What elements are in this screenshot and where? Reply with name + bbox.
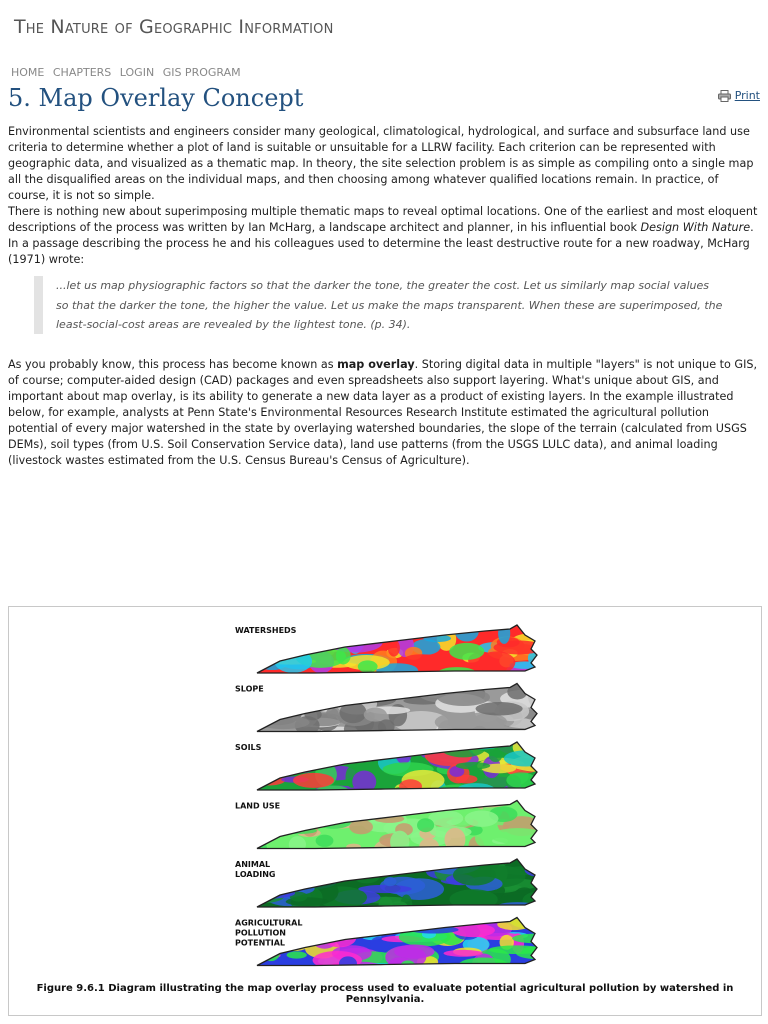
nav-home-link[interactable]: HOME (11, 66, 45, 79)
paragraph-text: As you probably know, this process has become known as (8, 358, 338, 371)
layer-label: SLOPE (235, 684, 264, 694)
paragraph-text: . Storing digital data in multiple "layers" is not unique to GIS, of course; computer-aided design (CAD) packages and even spreadsheets also support layering. What's unique about GIS, and important about map overlay, is its ability to generate a new data layer as a product of existing layers. In the example illustrated below, for example, analysts at Penn State's Environmental Resources Research Institute estimated the agricultural pollution potential of every major watershed in the state by overlaying watershed boundaries, the slope of the terrain (calculated from USGS DEMs), soil types (from U.S. Soil Conservation Service data), land use patterns (from the USGS LULC data), and animal loading (livestock wastes estimated from the U.S. Census Bureau's Census of Agriculture). (8, 358, 758, 467)
print-button[interactable] (718, 89, 760, 102)
nav-chapters-link[interactable]: CHAPTERS (52, 66, 112, 79)
paragraph-text: . In a passage describing the process he and his colleagues used to determine the least destructive route for a new roadway, McHarg (1971) wrote: (8, 221, 754, 266)
page-title: 5. Map Overlay Concept (8, 84, 304, 112)
map-layer (235, 909, 563, 977)
map-layer (235, 732, 565, 799)
intro-paragraph: Environmental scientists and engineers consider many geological, climatological, hydrological, and surface and subsurface land use criteria to determine whether a plot of land is suitable or unsuitable for a LLRW facility. Each criterion can be represented with geographic data, and visualized as a thematic map. In theory, the site selection problem is as simple as compiling onto a single map all the disqualified areas on the individual maps, and then choosing among whatever qualified locations remain. In practice, of course, it is not so simple. (8, 125, 754, 202)
map-layer (235, 791, 563, 860)
figure (8, 606, 762, 1016)
quote-text: ...let us map physiographic factors so that the darker the tone, the greater the cost. Let us similarly map social values so that the darker the tone, the higher the value. Let us make the maps transparent. When these are superimposed, the least-social-cost areas are revealed by the lightest tone. (p. 34). (56, 279, 723, 331)
print-link[interactable]: Print (734, 89, 760, 102)
map-overlay-paragraph (8, 357, 758, 469)
map-layer (230, 853, 554, 919)
layer-label: LAND USE (235, 801, 281, 811)
map-layer (235, 616, 563, 681)
map-layer (235, 674, 557, 743)
nav-login-link[interactable]: LOGIN (119, 66, 155, 79)
map-overlay-term: map overlay (337, 358, 415, 371)
layer-label: WATERSHEDS (235, 626, 297, 635)
layer-label: ANIMAL LOADING (235, 860, 276, 879)
map-overlay-diagram (9, 607, 763, 977)
printer-icon (718, 90, 731, 102)
paragraph-text: There is nothing new about superimposing multiple thematic maps to reveal optimal locations. One of the earliest and most eloquent descriptions of the process was written by Ian McHarg, a landscape architect and planner, in his influential book (8, 205, 758, 234)
nav-gis-program-link[interactable]: GIS PROGRAM (162, 66, 241, 79)
nav-bar (11, 66, 246, 79)
book-title: Design With Nature (640, 221, 751, 234)
figure-caption: Figure 9.6.1 Diagram illustrating the map overlay process used to evaluate potential agricultural pollution by watershed in Pennsylvania. (36, 983, 734, 1005)
mcharg-paragraph (8, 204, 758, 268)
site-title[interactable]: The Nature of Geographic Information (14, 16, 334, 38)
layer-label: SOILS (235, 743, 262, 752)
mcharg-quote (34, 276, 724, 334)
layer-label: AGRICULTURAL POLLUTION POTENTIAL (235, 918, 303, 948)
